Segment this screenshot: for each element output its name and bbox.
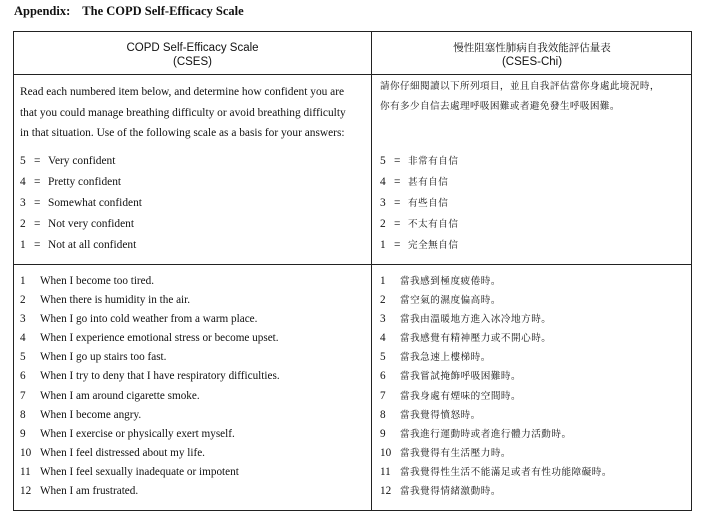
- item-number: 10: [20, 446, 32, 459]
- instruction-line: Read each numbered item below, and determine how confident you are: [20, 86, 345, 98]
- instruction-line: 你有多少自信去處理呼吸困難或者避免發生呼吸困難。: [380, 101, 620, 112]
- list-item: [20, 444, 280, 463]
- list-item: [20, 482, 280, 501]
- list-item: [380, 329, 612, 348]
- appendix-title-text: The COPD Self-Efficacy Scale: [82, 4, 244, 18]
- item-number: 8: [20, 408, 26, 421]
- scale-label: Somewhat confident: [48, 197, 142, 209]
- appendix-label: Appendix:: [14, 4, 71, 18]
- item-number: 10: [380, 446, 392, 459]
- item-text: When I am around cigarette smoke.: [40, 389, 200, 402]
- item-number: 3: [380, 313, 386, 326]
- scale-divider: [14, 264, 691, 265]
- item-number: 7: [380, 389, 386, 402]
- english-scale-title: COPD Self-Efficacy Scale: [126, 42, 259, 54]
- chinese-item-list: [380, 272, 612, 501]
- list-item: [20, 310, 280, 329]
- item-text: 當我身處有煙味的空間時。: [400, 390, 522, 402]
- english-instructions: [20, 82, 365, 144]
- item-text: When there is humidity in the air.: [40, 294, 191, 307]
- list-item: [20, 291, 280, 310]
- item-number: 6: [20, 370, 26, 383]
- item-text: 當我覺得情緒激動時。: [400, 486, 501, 498]
- item-text: 當空氣的濕度偏高時。: [400, 295, 501, 307]
- scale-label: Very confident: [48, 155, 116, 167]
- item-number: 7: [20, 389, 26, 402]
- scale-label: 不太有自信: [408, 219, 459, 230]
- scale-label: 完全無自信: [408, 240, 459, 251]
- item-text: When I am frustrated.: [40, 485, 139, 498]
- list-item: [380, 272, 612, 291]
- item-text: 當我覺得憤怒時。: [400, 409, 481, 421]
- item-text: When I become angry.: [40, 408, 142, 421]
- item-number: 5: [20, 351, 26, 364]
- item-number: 2: [380, 294, 386, 307]
- item-number: 1: [380, 275, 386, 287]
- item-text: 當我由溫暖地方進入冰冷地方時。: [400, 314, 552, 326]
- item-text: 當我覺得性生活不能滿足或者有性功能障礙時。: [400, 466, 612, 478]
- instruction-line: that you could manage breathing difficulty or avoid breathing difficulty: [20, 106, 346, 119]
- scale-option: 2 = Not very confident: [20, 214, 142, 235]
- item-text: When I go up stairs too fast.: [40, 351, 167, 364]
- list-item: [380, 406, 612, 425]
- list-item: [20, 329, 280, 348]
- item-number: 9: [380, 427, 386, 440]
- item-text: When I go into cold weather from a warm place.: [40, 313, 258, 326]
- scale-label: Not very confident: [48, 218, 135, 230]
- chinese-header: [372, 41, 692, 69]
- list-item: [380, 463, 612, 482]
- english-scale-abbr: (CSES): [173, 56, 212, 68]
- scale-option: 5 = 非常有自信: [380, 151, 458, 172]
- item-number: 12: [20, 485, 32, 498]
- list-item: [20, 272, 280, 291]
- scale-option: 3 = Somewhat confident: [20, 193, 142, 214]
- item-text: 當我覺得有生活壓力時。: [400, 447, 512, 459]
- list-item: [380, 291, 612, 310]
- scale-option: 2 = 不太有自信: [380, 214, 458, 235]
- scale-label: Not at all confident: [48, 239, 137, 251]
- scale-number: 5: [380, 155, 386, 167]
- item-number: 3: [20, 313, 26, 326]
- list-item: [380, 387, 612, 406]
- item-number: 6: [380, 370, 386, 383]
- item-number: 4: [380, 332, 386, 345]
- item-text: 當我急速上樓梯時。: [400, 352, 491, 364]
- scale-number: 3: [380, 197, 386, 209]
- scale-number: 4: [20, 176, 26, 188]
- chinese-scale-title: 慢性阻塞性肺病自我效能評估量表: [453, 42, 611, 54]
- item-text: When I become too tired.: [40, 275, 155, 287]
- instruction-line: in that situation. Use of the following scale as a basis for your answers:: [20, 127, 345, 139]
- list-item: [20, 387, 280, 406]
- scale-label: Pretty confident: [48, 176, 122, 188]
- item-number: 11: [20, 465, 31, 478]
- scale-number: 1: [20, 239, 26, 251]
- list-item: [380, 444, 612, 463]
- scale-option: 1 = Not at all confident: [20, 235, 142, 256]
- scale-number: 1: [380, 239, 386, 251]
- scale-option: 4 = 甚有自信: [380, 172, 458, 193]
- chinese-scale-abbr: (CSES-Chi): [501, 56, 563, 68]
- english-item-list: [20, 272, 280, 501]
- scale-table: [13, 31, 692, 511]
- item-number: 11: [380, 465, 391, 478]
- item-number: 5: [380, 351, 386, 364]
- chinese-instructions: [380, 77, 690, 117]
- item-number: 1: [20, 275, 26, 287]
- item-number: 8: [380, 408, 386, 421]
- english-header: [14, 41, 371, 69]
- list-item: [380, 425, 612, 444]
- item-text: When I feel sexually inadequate or impotent: [40, 465, 239, 478]
- list-item: [380, 367, 612, 386]
- item-number: 4: [20, 332, 26, 345]
- item-text: When I feel distressed about my life.: [40, 446, 205, 459]
- english-rating-scale: [20, 151, 142, 256]
- column-divider: [371, 32, 372, 510]
- scale-label: 甚有自信: [408, 177, 449, 188]
- scale-number: 3: [20, 197, 26, 209]
- item-text: 當我感覺有精神壓力或不開心時。: [400, 333, 552, 345]
- scale-label: 非常有自信: [408, 156, 459, 167]
- chinese-rating-scale: [380, 151, 458, 256]
- item-text: When I experience emotional stress or become upset.: [40, 332, 279, 345]
- list-item: [20, 348, 280, 367]
- item-number: 9: [20, 427, 26, 440]
- scale-number: 5: [20, 155, 26, 167]
- scale-number: 2: [20, 218, 26, 230]
- list-item: [20, 367, 280, 386]
- item-text: When I exercise or physically exert myself.: [40, 427, 235, 440]
- scale-option: 5 = Very confident: [20, 151, 142, 172]
- item-text: When I try to deny that I have respiratory difficulties.: [40, 370, 280, 383]
- list-item: [380, 482, 612, 501]
- scale-number: 2: [380, 218, 386, 230]
- scale-option: 4 = Pretty confident: [20, 172, 142, 193]
- appendix-title: [14, 4, 244, 19]
- item-number: 12: [380, 485, 392, 498]
- scale-number: 4: [380, 176, 386, 188]
- list-item: [20, 425, 280, 444]
- list-item: [20, 463, 280, 482]
- item-number: 2: [20, 294, 26, 307]
- item-text: 當我感到極度疲倦時。: [400, 276, 501, 287]
- item-text: 當我進行運動時或者進行體力活動時。: [400, 428, 572, 440]
- list-item: [20, 406, 280, 425]
- list-item: [380, 310, 612, 329]
- item-text: 當我嘗試掩飾呼吸困難時。: [400, 371, 522, 383]
- instruction-line: 請你仔細閱讀以下所列項目，並且自我評估當你身處此境況時，: [380, 81, 660, 92]
- scale-label: 有些自信: [408, 198, 449, 209]
- header-divider: [14, 74, 691, 75]
- list-item: [380, 348, 612, 367]
- scale-option: 1 = 完全無自信: [380, 235, 458, 256]
- scale-option: 3 = 有些自信: [380, 193, 458, 214]
